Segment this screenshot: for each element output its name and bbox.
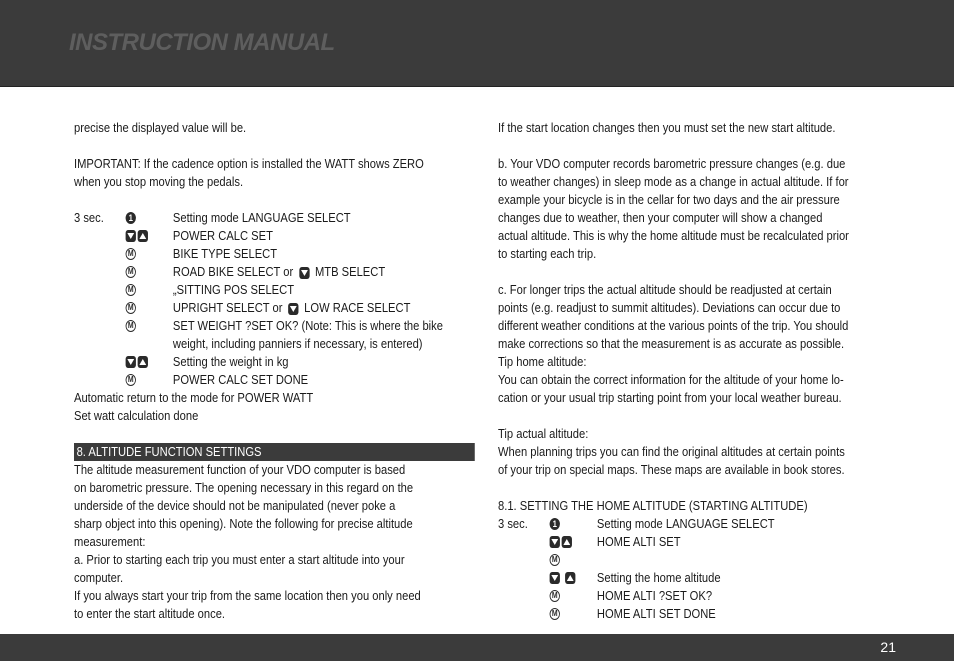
step-row bbox=[498, 533, 898, 551]
paragraph-line: to starting each trip. bbox=[498, 246, 597, 261]
mode-button-icon: M bbox=[550, 590, 560, 602]
step-text: HOME ALTI SET bbox=[596, 534, 681, 549]
mode-button-icon: M bbox=[126, 302, 136, 314]
step-duration: 3 sec. bbox=[498, 516, 528, 531]
page-header bbox=[0, 0, 954, 87]
triangle-down-icon bbox=[550, 572, 560, 584]
triangle-down-icon bbox=[126, 230, 136, 242]
button-1-icon: 1 bbox=[126, 212, 136, 224]
paragraph-line: a. Prior to starting each trip you must enter a start altitude into your bbox=[74, 552, 405, 567]
step-row bbox=[74, 299, 470, 317]
paragraph-line: of your trip on special maps. These maps are available in book stores. bbox=[498, 462, 845, 477]
triangle-down-icon bbox=[288, 303, 298, 315]
paragraph-line: to enter the start altitude once. bbox=[74, 606, 226, 621]
triangle-down-icon bbox=[126, 356, 136, 368]
step-text: BIKE TYPE SELECT bbox=[172, 246, 278, 261]
step-row bbox=[74, 317, 470, 353]
mode-button-icon: M bbox=[126, 266, 136, 278]
step-text: MTB SELECT bbox=[314, 264, 386, 279]
step-row bbox=[498, 515, 898, 533]
mode-button-icon: M bbox=[550, 608, 560, 620]
paragraph-line: Tip actual altitude: bbox=[498, 426, 589, 441]
mode-button-icon: M bbox=[126, 374, 136, 386]
paragraph-line: to weather changes) in sleep mode as a change in actual altitude. If for bbox=[498, 174, 849, 189]
mode-button-icon: M bbox=[550, 554, 560, 566]
step-text: weight, including panniers if necessary, is entered) bbox=[172, 336, 423, 351]
mode-button-icon: M bbox=[126, 284, 136, 296]
left-column bbox=[74, 119, 470, 623]
triangle-up-icon bbox=[138, 356, 148, 368]
step-text: UPRIGHT SELECT or bbox=[172, 300, 283, 315]
step-text: Setting the weight in kg bbox=[172, 354, 289, 369]
paragraph-line: points (e.g. readjust to summit altitudes). Deviations can occur due to bbox=[498, 300, 841, 315]
triangle-down-icon bbox=[550, 536, 560, 548]
paragraph: If the start location changes then you must set the new start altitude. bbox=[498, 120, 836, 135]
paragraph-line: actual altitude. This is why the home altitude must be recalculated prior bbox=[498, 228, 849, 243]
paragraph-line: c. For longer trips the actual altitude should be readjusted at certain bbox=[498, 282, 832, 297]
header-divider bbox=[0, 86, 954, 87]
section-heading: 8. ALTITUDE FUNCTION SETTINGS bbox=[74, 443, 475, 461]
paragraph-line: Set watt calculation done bbox=[74, 408, 199, 423]
mode-button-icon: M bbox=[126, 248, 136, 260]
step-text: „SITTING POS SELECT bbox=[172, 282, 295, 297]
button-1-icon: 1 bbox=[550, 518, 560, 530]
step-text: LOW RACE SELECT bbox=[304, 300, 411, 315]
subsection-heading: 8.1. SETTING THE HOME ALTITUDE (STARTING ALTITUDE) bbox=[498, 498, 808, 513]
triangle-down-icon bbox=[299, 267, 309, 279]
step-text: ROAD BIKE SELECT or bbox=[172, 264, 294, 279]
paragraph-line: on barometric pressure. The opening necessary in this regard on the bbox=[74, 480, 414, 495]
paragraph: precise the displayed value will be. bbox=[74, 120, 247, 135]
paragraph-line: You can obtain the correct information for the altitude of your home lo- bbox=[498, 372, 844, 387]
step-row bbox=[74, 227, 470, 245]
step-text: Setting mode LANGUAGE SELECT bbox=[596, 516, 775, 531]
step-row bbox=[74, 263, 470, 281]
right-column bbox=[498, 119, 898, 623]
triangle-up-icon bbox=[562, 536, 572, 548]
step-row bbox=[498, 605, 898, 623]
step-text: Setting the home altitude bbox=[596, 570, 721, 585]
step-row bbox=[498, 569, 898, 587]
paragraph-line: When planning trips you can find the original altitudes at certain points bbox=[498, 444, 845, 459]
step-text: SET WEIGHT ?SET OK? (Note: This is where the bike bbox=[172, 318, 443, 333]
paragraph-line: make corrections so that the measurement is as accurate as possible. bbox=[498, 336, 845, 351]
mode-button-icon: M bbox=[126, 320, 136, 332]
paragraph-line: computer. bbox=[74, 570, 124, 585]
triangle-up-icon bbox=[565, 572, 575, 584]
step-row bbox=[74, 371, 470, 389]
paragraph-line: when you stop moving the pedals. bbox=[74, 174, 244, 189]
paragraph-line: underside of the device should not be manipulated (never poke a bbox=[74, 498, 396, 513]
page-footer bbox=[0, 634, 954, 661]
paragraph-line: cation or your usual trip starting point from your local weather bureau. bbox=[498, 390, 842, 405]
paragraph-line: If you always start your trip from the same location then you only need bbox=[74, 588, 421, 603]
paragraph-line: The altitude measurement function of your VDO computer is based bbox=[74, 462, 406, 477]
paragraph-line: measurement: bbox=[74, 534, 146, 549]
page-number: 21 bbox=[880, 639, 896, 655]
step-row bbox=[74, 245, 470, 263]
step-row bbox=[74, 209, 470, 227]
step-row bbox=[74, 281, 470, 299]
paragraph-line: sharp object into this opening). Note the following for precise altitude bbox=[74, 516, 413, 531]
step-text: POWER CALC SET bbox=[172, 228, 273, 243]
step-text: Setting mode LANGUAGE SELECT bbox=[172, 210, 351, 225]
step-text: HOME ALTI ?SET OK? bbox=[596, 588, 713, 603]
paragraph-line: Tip home altitude: bbox=[498, 354, 587, 369]
paragraph-line: changes due to weather, then your computer will show a changed bbox=[498, 210, 823, 225]
step-row bbox=[74, 353, 470, 371]
triangle-up-icon bbox=[138, 230, 148, 242]
header-title: INSTRUCTION MANUAL bbox=[69, 29, 335, 56]
step-text: HOME ALTI SET DONE bbox=[596, 606, 716, 621]
paragraph-line: Automatic return to the mode for POWER WATT bbox=[74, 390, 314, 405]
step-duration: 3 sec. bbox=[74, 210, 104, 225]
paragraph-line: different weather conditions at the various points of the trip. You should bbox=[498, 318, 849, 333]
paragraph-line: example your bicycle is in the cellar for two days and the air pressure bbox=[498, 192, 840, 207]
paragraph-line: IMPORTANT: If the cadence option is installed the WATT shows ZERO bbox=[74, 156, 424, 171]
step-row bbox=[498, 587, 898, 605]
step-text: POWER CALC SET DONE bbox=[172, 372, 309, 387]
paragraph-line: b. Your VDO computer records barometric pressure changes (e.g. due bbox=[498, 156, 846, 171]
step-row bbox=[498, 551, 898, 569]
